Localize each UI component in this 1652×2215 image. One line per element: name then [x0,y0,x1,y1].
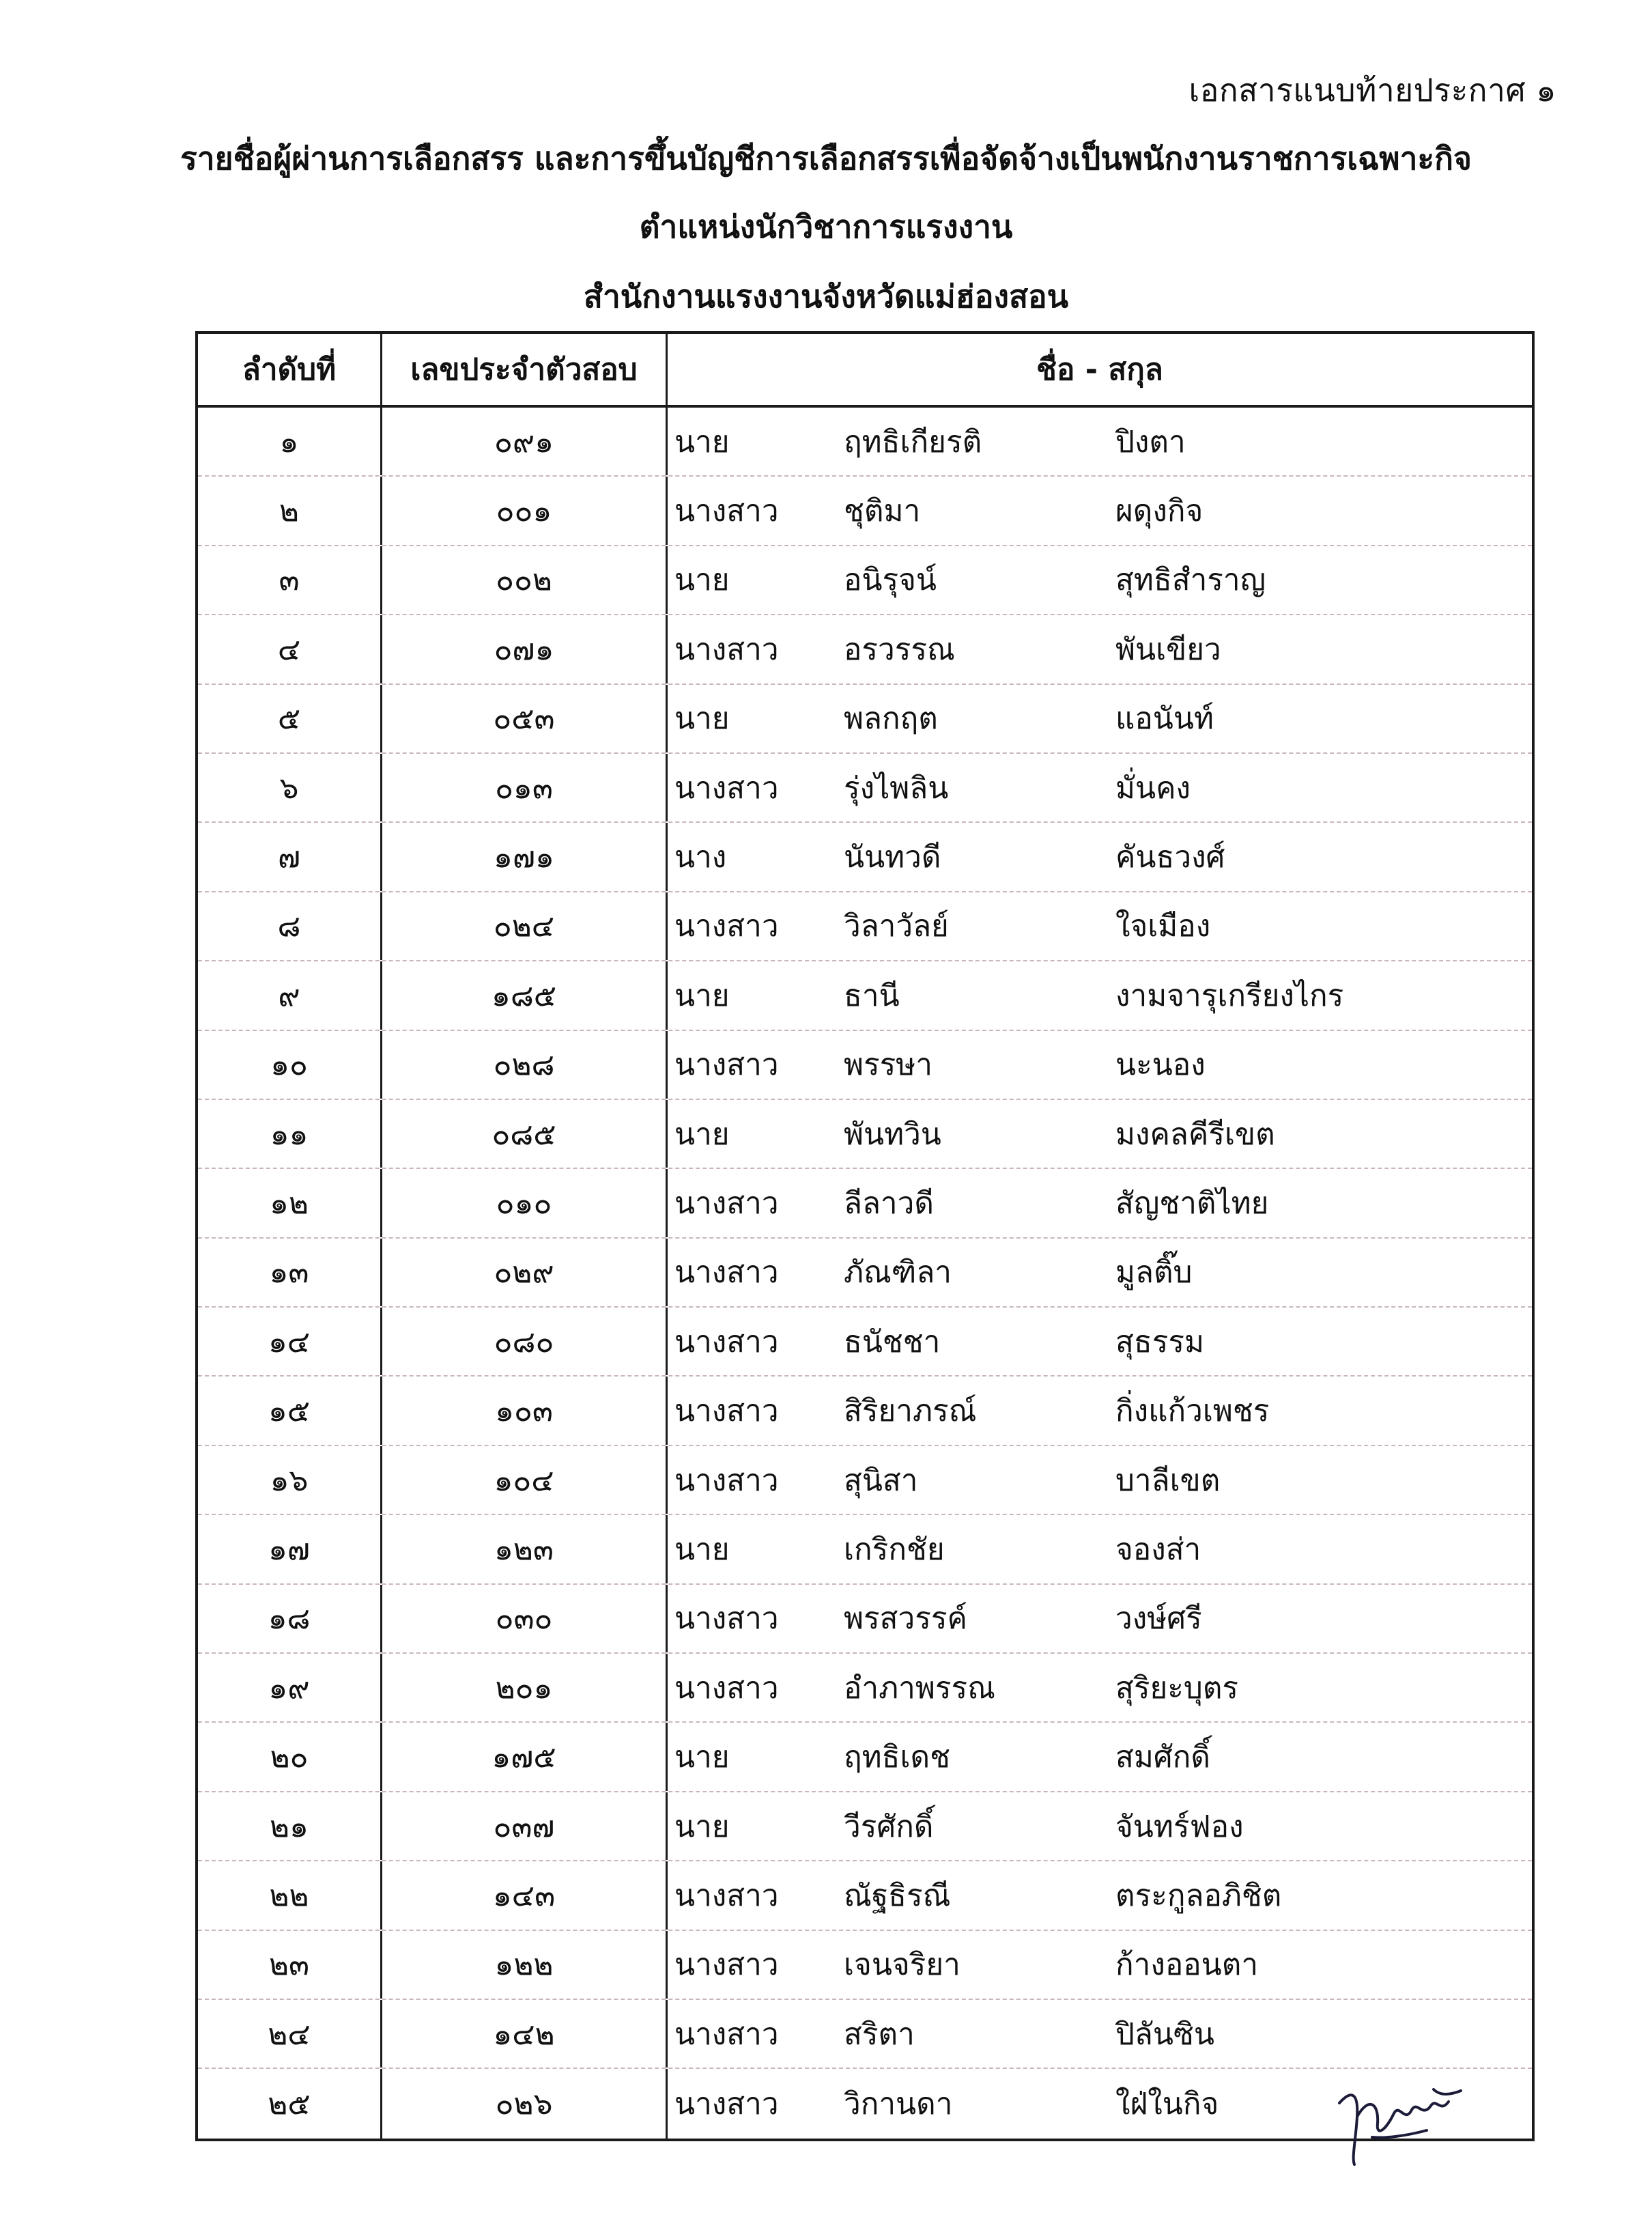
exam-id-cell: ๑๘๕ [382,961,668,1029]
exam-id-cell: ๑๐๔ [382,1446,668,1514]
name-prefix: นางสาว [674,1947,779,1983]
order-cell: ๒๑ [198,1792,382,1860]
order-cell: ๑๘ [198,1585,382,1652]
order-cell: ๑๖ [198,1446,382,1514]
last-name: มูลติ๊บ [1115,1255,1193,1290]
name-prefix: นางสาว [674,1670,779,1706]
position-title: ตำแหน่งนักวิชาการแรงงาน [639,208,1013,245]
order-cell: ๑๒ [198,1169,382,1237]
first-name: เจนจริยา [844,1947,960,1983]
order-cell: ๑๕ [198,1377,382,1444]
name-cell [668,1239,1532,1306]
last-name: มงคลคีรีเขต [1115,1116,1275,1152]
order-cell: ๑๐ [198,1031,382,1099]
header-order: ลำดับที่ [198,334,382,405]
name-cell [668,685,1532,752]
name-prefix: นาง [674,840,727,875]
signature-icon [1331,2076,1475,2171]
name-prefix: นางสาว [674,494,779,529]
name-prefix: นาย [674,424,730,460]
name-cell [668,823,1532,890]
first-name: นันทวดี [844,840,941,875]
name-prefix: นางสาว [674,1185,779,1221]
first-name: พลกฤต [844,701,938,737]
name-prefix: นางสาว [674,1394,779,1429]
table-row [198,1239,1532,1308]
exam-id-cell: ๐๐๒ [382,546,668,614]
last-name: แอนันท์ [1115,701,1214,737]
table-row [198,1654,1532,1723]
exam-id-cell: ๐๒๔ [382,892,668,960]
last-name: ใฝ่ในกิจ [1115,2087,1219,2122]
name-prefix: นาย [674,1532,730,1567]
name-cell [668,892,1532,960]
table-row [198,1377,1532,1445]
name-cell [668,754,1532,821]
table-row [198,1792,1532,1861]
table-row [198,892,1532,961]
last-name: สุธรรม [1115,1324,1204,1359]
order-cell: ๑๔ [198,1308,382,1375]
exam-id-cell: ๐๓๐ [382,1585,668,1652]
last-name: จันทร์ฟอง [1115,1809,1244,1844]
name-cell [668,408,1532,475]
table-row [198,685,1532,754]
exam-id-cell: ๐๘๐ [382,1308,668,1375]
first-name: พรสวรรค์ [844,1601,967,1637]
exam-id-cell: ๐๒๖ [382,2069,668,2138]
name-prefix: นาย [674,1116,730,1152]
order-cell: ๑๗ [198,1515,382,1583]
name-cell [668,2000,1532,2068]
order-cell: ๒๐ [198,1723,382,1790]
first-name: ลีลาวดี [844,1185,934,1221]
exam-id-cell: ๐๑๓ [382,754,668,821]
last-name: สุริยะบุตร [1115,1670,1239,1706]
name-cell [668,1792,1532,1860]
first-name: ฤทธิเดช [844,1740,950,1775]
name-cell [668,1169,1532,1237]
first-name: สุนิสา [844,1463,918,1498]
first-name: พันทวิน [844,1116,941,1152]
first-name: ฤทธิเกียรติ [844,424,982,460]
last-name: ปิลันซิน [1115,2016,1214,2052]
last-name: คันธวงศ์ [1115,840,1225,875]
name-prefix: นางสาว [674,909,779,944]
first-name: ธนัชชา [844,1324,941,1359]
table-row [198,1031,1532,1100]
last-name: ปิงตา [1115,424,1186,460]
first-name: พรรษา [844,1047,932,1083]
name-cell [668,1377,1532,1444]
exam-id-cell: ๐๕๓ [382,685,668,752]
order-cell: ๒ [198,477,382,544]
name-prefix: นาย [674,1809,730,1844]
table-header [198,334,1532,408]
order-cell: ๑ [198,408,382,475]
last-name: นะนอง [1115,1047,1206,1083]
last-name: สัญชาติไทย [1115,1185,1269,1221]
exam-id-cell: ๑๐๓ [382,1377,668,1444]
exam-id-cell: ๐๙๑ [382,408,668,475]
table-row [198,1169,1532,1238]
name-cell [668,1031,1532,1099]
last-name: พันเขียว [1115,632,1221,667]
name-prefix: นางสาว [674,1047,779,1083]
table-row [198,1446,1532,1515]
order-cell: ๙ [198,961,382,1029]
table-row [198,1515,1532,1584]
exam-id-cell: ๐๐๑ [382,477,668,544]
name-prefix: นางสาว [674,1878,779,1913]
exam-id-cell: ๑๒๓ [382,1515,668,1583]
name-prefix: นางสาว [674,1463,779,1498]
order-cell: ๒๓ [198,1931,382,1999]
first-name: ธานี [844,978,900,1013]
name-prefix: นาย [674,978,730,1013]
name-cell [668,1515,1532,1583]
first-name: ณัฐธิรณี [844,1878,951,1913]
first-name: วิกานดา [844,2087,953,2122]
name-cell [668,961,1532,1029]
last-name: จองส่า [1115,1532,1201,1567]
order-cell: ๒๔ [198,2000,382,2068]
first-name: วิลาวัลย์ [844,909,949,944]
table-row [198,546,1532,615]
name-prefix: นาย [674,701,730,737]
table-row [198,615,1532,684]
exam-id-cell: ๐๗๑ [382,615,668,683]
last-name: งามจารุเกรียงไกร [1115,978,1344,1013]
name-prefix: นางสาว [674,1601,779,1637]
exam-id-cell: ๐๓๗ [382,1792,668,1860]
table-row [198,1931,1532,2000]
order-cell: ๑๓ [198,1239,382,1306]
header-exam-id: เลขประจำตัวสอบ [382,334,668,405]
first-name: อรวรรณ [844,632,955,667]
table-row [198,1100,1532,1169]
order-cell: ๑๑ [198,1100,382,1168]
name-prefix: นางสาว [674,770,779,806]
first-name: อนิรุจน์ [844,563,937,598]
exam-id-cell: ๑๗๕ [382,1723,668,1790]
table-row [198,408,1532,477]
name-prefix: นางสาว [674,2016,779,2052]
first-name: สริตา [844,2016,915,2052]
header-name: ชื่อ - สกุล [1036,352,1163,387]
name-cell [668,1308,1532,1375]
exam-id-cell: ๐๒๘ [382,1031,668,1099]
table-row [198,961,1532,1030]
table-row [198,1861,1532,1930]
table-row [198,477,1532,546]
results-table [195,331,1535,2141]
table-row [198,2000,1532,2069]
exam-id-cell: ๒๐๑ [382,1654,668,1721]
name-prefix: นางสาว [674,2087,779,2122]
first-name: วีรศักดิ์ [844,1809,934,1844]
name-prefix: นางสาว [674,632,779,667]
order-cell: ๒๒ [198,1861,382,1929]
table-row [198,1308,1532,1377]
order-cell: ๕ [198,685,382,752]
first-name: สิริยาภรณ์ [844,1394,977,1429]
exam-id-cell: ๐๑๐ [382,1169,668,1237]
last-name: สุทธิสำราญ [1115,563,1266,598]
name-cell [668,1585,1532,1652]
first-name: รุ่งไพลิน [844,770,949,806]
last-name: บาลีเขต [1115,1463,1221,1498]
order-cell: ๓ [198,546,382,614]
order-cell: ๒๕ [198,2069,382,2138]
name-cell [668,477,1532,544]
annex-label: เอกสารแนบท้ายประกาศ ๑ [1188,72,1556,109]
name-prefix: นาย [674,1740,730,1775]
name-cell [668,1861,1532,1929]
table-body [198,408,1532,2139]
exam-id-cell: ๐๘๕ [382,1100,668,1168]
exam-id-cell: ๑๒๒ [382,1931,668,1999]
last-name: ตระกูลอภิชิต [1115,1878,1282,1913]
order-cell: ๘ [198,892,382,960]
name-cell [668,1654,1532,1721]
exam-id-cell: ๑๔๓ [382,1861,668,1929]
last-name: กิ่งแก้วเพชร [1115,1394,1270,1429]
order-cell: ๔ [198,615,382,683]
order-cell: ๗ [198,823,382,890]
name-cell [668,615,1532,683]
last-name: วงษ์ศรี [1115,1601,1202,1637]
order-cell: ๑๙ [198,1654,382,1721]
first-name: ภัณฑิลา [844,1255,952,1290]
name-cell [668,1931,1532,1999]
table-row [198,823,1532,892]
name-cell [668,1100,1532,1168]
document-title: รายชื่อผู้ผ่านการเลือกสรร และการขึ้นบัญชีการเลือกสรรเพื่อจัดจ้างเป็นพนักงานราชการเฉพาะกิจ [180,140,1472,177]
name-cell [668,1446,1532,1514]
exam-id-cell: ๑๗๑ [382,823,668,890]
office-title: สำนักงานแรงงานจังหวัดแม่ฮ่องสอน [583,278,1069,315]
name-prefix: นาย [674,563,730,598]
table-row [198,1585,1532,1654]
name-prefix: นางสาว [674,1324,779,1359]
first-name: ชุติมา [844,494,921,529]
exam-id-cell: ๑๔๒ [382,2000,668,2068]
last-name: ผดุงกิจ [1115,494,1204,529]
table-row [198,754,1532,823]
last-name: สมศักดิ์ [1115,1740,1211,1775]
order-cell: ๖ [198,754,382,821]
last-name: ก้างออนตา [1115,1947,1259,1983]
name-prefix: นางสาว [674,1255,779,1290]
table-row [198,1723,1532,1792]
first-name: เกริกชัย [844,1532,945,1567]
first-name: อำภาพรรณ [844,1670,995,1706]
name-cell [668,546,1532,614]
exam-id-cell: ๐๒๙ [382,1239,668,1306]
last-name: มั่นคง [1115,770,1191,806]
last-name: ใจเมือง [1115,909,1211,944]
name-cell [668,1723,1532,1790]
